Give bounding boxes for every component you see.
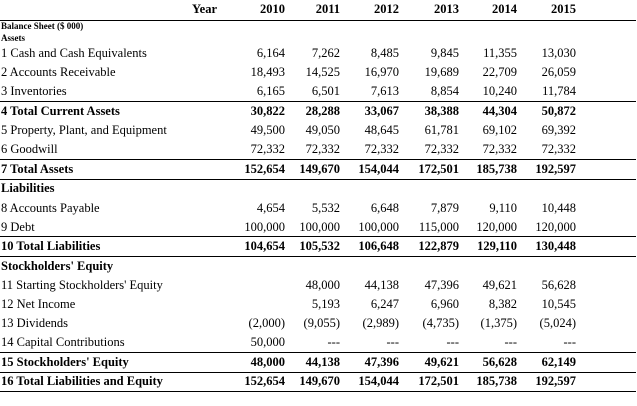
value-cell: 11,784 [542,84,576,99]
value-cell [223,276,285,295]
value-cell: 7,262 [311,46,340,61]
value-cell: 47,396 [364,354,399,369]
value-cell: (2,000) [248,316,285,331]
value-cell: 48,000 [250,354,285,369]
value-cell: 6,648 [370,200,399,215]
assets-heading-row [0,31,636,44]
row-label: 10 Total Liabilities [1,239,101,254]
row-label: 1 Cash and Cash Equivalents [1,46,147,61]
value-cell: 50,000 [250,335,285,350]
row-label: 7 Total Assets [1,161,74,176]
row-label: 12 Net Income [1,297,76,311]
value-cell: 4,654 [256,200,285,215]
value-cell: --- [386,335,399,350]
value-cell: 16,970 [364,65,399,80]
value-cell: 6,165 [256,84,285,99]
value-cell: 48,645 [364,123,399,138]
value-cell: 5,193 [311,297,340,311]
value-cell: 8,854 [430,84,459,99]
year-label: Year [192,2,217,17]
value-cell: 10,240 [482,84,517,99]
value-cell: 154,044 [358,161,399,176]
value-cell: 6,960 [430,297,459,311]
value-cell: 192,597 [535,161,576,176]
year-header: 2015 [551,2,576,17]
value-cell: 185,738 [476,161,517,176]
section-heading-row [0,179,636,198]
value-cell: --- [563,335,576,350]
value-cell: 33,067 [364,104,399,119]
section-heading: Liabilities [1,181,55,196]
year-header: 2014 [492,2,517,17]
value-cell: 152,654 [244,374,285,389]
value-cell: 38,388 [424,104,459,119]
value-cell: 56,628 [482,354,517,369]
value-cell: 10,448 [541,200,576,215]
value-cell: 172,501 [418,161,459,176]
row-label: 13 Dividends [1,316,69,331]
row-label: 6 Goodwill [1,142,58,157]
value-cell: 106,648 [358,239,399,254]
row-label: 5 Property, Plant, and Equipment [1,123,167,138]
value-cell: (1,375) [480,316,517,331]
value-cell: 115,000 [418,219,459,234]
value-cell: 192,597 [535,374,576,389]
value-cell: 72,332 [305,142,340,157]
year-header: 2010 [260,2,285,17]
value-cell: 149,670 [299,374,340,389]
value-cell: 48,000 [305,277,340,292]
year-header: 2011 [315,2,340,17]
value-cell: 28,288 [305,104,340,119]
value-cell: --- [446,335,459,350]
table-row [0,314,636,333]
value-cell: 6,247 [370,297,399,311]
value-cell: 72,332 [482,142,517,157]
table-row [0,237,636,256]
value-cell: 69,392 [541,123,576,138]
table-row [0,160,636,179]
year-header: 2012 [374,2,399,17]
table-row [0,102,636,121]
table-row [0,121,636,140]
table-row [0,83,636,102]
value-cell: 152,654 [244,161,285,176]
value-cell: 14,525 [305,65,340,80]
value-cell: (9,055) [303,316,340,331]
value-cell: 49,621 [482,277,517,292]
row-label: 9 Debt [1,219,35,234]
value-cell: 72,332 [424,142,459,157]
assets-heading: Assets [1,32,25,43]
row-label: 14 Capital Contributions [1,335,125,350]
value-cell: 11,355 [483,46,517,61]
table-row [0,353,636,372]
table-row [0,44,636,63]
row-label: 4 Total Current Assets [1,104,120,119]
value-cell: 6,164 [256,46,285,61]
value-cell: 105,532 [299,239,340,254]
value-cell: 9,110 [489,200,517,215]
value-cell: 62,149 [541,354,576,369]
value-cell: 72,332 [541,142,576,157]
value-cell: 72,332 [364,142,399,157]
value-cell: 49,050 [305,123,340,138]
table-row [0,63,636,82]
value-cell: 6,501 [311,84,340,99]
value-cell: 8,485 [370,46,399,61]
row-label: 2 Accounts Receivable [1,65,116,80]
value-cell: 61,781 [424,123,459,138]
value-cell: 154,044 [358,374,399,389]
table-row [0,140,636,159]
value-cell: 13,030 [541,46,576,61]
table-row [0,295,636,314]
row-label: 15 Stockholders' Equity [1,354,129,369]
value-cell: 7,613 [370,84,399,99]
value-cell: 100,000 [358,219,399,234]
value-cell: 19,689 [424,65,459,80]
value-cell: 50,872 [541,104,576,119]
table-row [0,372,636,391]
value-cell: (4,735) [422,316,459,331]
section-heading: Stockholders' Equity [1,258,114,273]
value-cell: 149,670 [299,161,340,176]
value-cell: --- [327,335,340,350]
value-cell: 8,382 [488,297,517,311]
value-cell: --- [504,335,517,350]
value-cell: 129,110 [477,239,517,254]
value-cell: 49,500 [250,123,285,138]
value-cell: 22,709 [482,65,517,80]
title-row [0,20,636,31]
sheet-title: Balance Sheet ($ 000) [1,21,84,31]
value-cell: 47,396 [424,277,459,292]
row-label: 11 Starting Stockholders' Equity [1,277,163,292]
value-cell: 5,532 [311,200,340,215]
year-header: 2013 [434,2,459,17]
value-cell: 44,138 [364,277,399,292]
section-heading-row [0,256,636,275]
value-cell: 130,448 [535,239,576,254]
row-label: 16 Total Liabilities and Equity [1,374,163,389]
value-cell: 18,493 [250,65,285,80]
table-row [0,218,636,237]
value-cell: 104,654 [244,239,285,254]
value-cell: 44,304 [482,104,517,119]
value-cell: 49,621 [424,354,459,369]
table-row [0,276,636,295]
value-cell: 9,845 [430,46,459,61]
row-label: 8 Accounts Payable [1,200,100,215]
value-cell: 72,332 [250,142,285,157]
value-cell: 120,000 [535,219,576,234]
value-cell: 100,000 [299,219,340,234]
value-cell: 69,102 [482,123,517,138]
value-cell: 7,879 [430,200,459,215]
value-cell: 26,059 [541,65,576,80]
table-row [0,198,636,217]
value-cell: 185,738 [476,374,517,389]
value-cell: 44,138 [305,354,340,369]
value-cell: 100,000 [244,219,285,234]
value-cell: 172,501 [418,374,459,389]
value-cell [223,295,285,314]
value-cell: (5,024) [539,316,576,331]
value-cell: 120,000 [476,219,517,234]
value-cell: (2,989) [362,316,399,331]
value-cell: 56,628 [541,277,576,292]
table-row [0,333,636,352]
value-cell: 30,822 [250,104,285,119]
value-cell: 10,545 [541,297,576,311]
value-cell: 122,879 [418,239,459,254]
row-label: 3 Inventories [1,84,67,99]
header-row [0,0,636,20]
